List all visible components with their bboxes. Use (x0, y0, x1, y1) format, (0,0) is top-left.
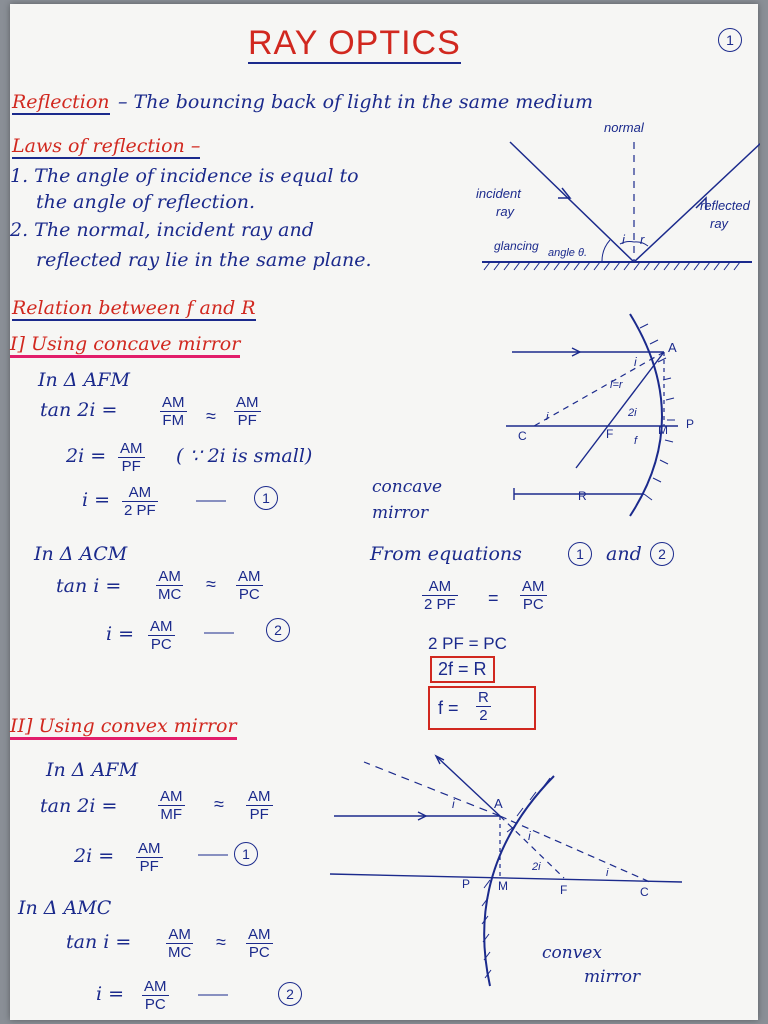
frac-den: MC (168, 944, 192, 961)
angle-i-label: i (634, 355, 637, 369)
glancing-label: glancing (494, 239, 539, 253)
point-r-label: R (578, 489, 587, 503)
point-m-label: M (658, 423, 668, 437)
equation-number-2-convex: 2 (278, 982, 302, 1006)
reflection-definition: – The bouncing back of light in the same medium (118, 91, 594, 113)
frac-num: AM (150, 618, 173, 635)
frac-am-pc-result (520, 578, 547, 613)
page-number: 1 (718, 28, 742, 52)
convex-tani-lhs: tan i = (66, 931, 132, 953)
equation-number-1-convex: 1 (234, 842, 258, 866)
law2-line1: 2. The normal, incident ray and (10, 219, 314, 241)
frac-num: AM (166, 926, 193, 944)
equation-number-2: 2 (266, 618, 290, 642)
frac-den: PC (248, 944, 270, 961)
frac-num: AM (248, 926, 271, 943)
frac-am-fm (160, 394, 187, 429)
frac-am-pc-convex-2 (142, 978, 169, 1013)
frac-am-mf (158, 788, 185, 823)
equation-ref-2: 2 (650, 542, 674, 566)
concave-triangle1: In Δ AFM (38, 369, 130, 391)
point-c-label: C (518, 429, 527, 443)
concave-eq-2i: 2i = (66, 445, 107, 467)
frac-num: AM (238, 568, 261, 585)
concave-tan2i-lhs: tan 2i = (40, 399, 118, 421)
angle-i-reflected-label: i (528, 829, 531, 843)
frac-den: PC (238, 586, 260, 603)
reflection-term: Reflection (12, 91, 110, 113)
frac-am-mc-convex (166, 926, 193, 961)
frac-den: PF (121, 458, 141, 475)
frac-den: PF (237, 412, 257, 429)
frac-am-pf (234, 394, 261, 429)
i-equals-r-label: i=r (610, 379, 623, 391)
frac-den: 2 PF (124, 502, 156, 519)
dash: —— (196, 492, 226, 509)
focal-length-label: f (634, 435, 638, 447)
result-2f-equals-r: 2f = R (430, 656, 495, 683)
point-p-label: P (462, 877, 471, 891)
approx-sign: ≈ (216, 932, 226, 952)
point-f-label: F (560, 883, 568, 897)
small-angle-note: ( ∵ 2i is small) (176, 445, 313, 467)
frac-num: AM (144, 978, 167, 995)
angle-r-label: r (640, 232, 645, 247)
angle-2i-label: 2i (532, 861, 541, 873)
frac-den: PC (144, 996, 166, 1013)
equation-ref-1: 1 (568, 542, 592, 566)
law1-line1: 1. The angle of incidence is equal to (10, 165, 359, 187)
from-equations-text: From equations (370, 543, 522, 565)
page-title (248, 24, 461, 63)
frac-am-pf-2 (118, 440, 145, 475)
and-text: and (606, 543, 642, 565)
notes-page (10, 4, 758, 1020)
convex-eq-i: i = (96, 983, 125, 1005)
concave-eq-i-2: i = (106, 623, 135, 645)
angle-theta-label: angle θ. (548, 247, 587, 259)
f-equals: f = (438, 698, 459, 718)
concave-tani-lhs: tan i = (56, 575, 122, 597)
concave-mirror-label-2: mirror (372, 503, 429, 523)
frac-num: AM (248, 788, 271, 805)
reflected-label-1: reflected (700, 198, 750, 213)
angle-i-c-label: i (546, 411, 549, 423)
frac-num: AM (120, 440, 143, 457)
concave-heading: I] Using concave mirror (10, 334, 240, 358)
concave-triangle2: In Δ ACM (34, 543, 128, 565)
frac-am-pc-convex (246, 926, 273, 961)
frac-den: PF (139, 858, 159, 875)
page-title-text: RAY OPTICS (248, 24, 461, 62)
frac-den: 2 PF (424, 596, 456, 613)
frac-num: AM (236, 394, 259, 411)
frac-am-pc-2 (148, 618, 175, 653)
incident-label-2: ray (496, 204, 515, 219)
dash: —— (198, 986, 228, 1003)
convex-mirror-label-2: mirror (584, 967, 641, 987)
frac-den: 2 (479, 707, 488, 724)
approx-sign: ≈ (206, 574, 216, 594)
angle-i-incident-label: i (452, 797, 455, 811)
frac-num: AM (422, 578, 458, 596)
convex-heading: II] Using convex mirror (10, 716, 237, 740)
convex-mirror-label-1: convex (542, 943, 602, 963)
convex-triangle1: In Δ AFM (46, 759, 138, 781)
result-f-equals-r-over-2 (428, 686, 536, 730)
frac-am-pc (236, 568, 263, 603)
frac-num: AM (522, 578, 545, 595)
point-a-label: A (668, 340, 677, 355)
frac-am-mc (156, 568, 183, 603)
point-p-label: P (686, 417, 695, 431)
frac-num: AM (160, 788, 183, 805)
angle-2i-label: 2i (628, 407, 637, 419)
point-m-label: M (498, 879, 508, 893)
frac-den: PC (522, 596, 544, 613)
concave-eq-i: i = (82, 489, 111, 511)
angle-i-label: i (622, 232, 625, 247)
frac-num: AM (162, 394, 185, 411)
frac-am-pf-convex-2 (136, 840, 163, 875)
point-a-label: A (494, 796, 503, 811)
frac-num: AM (156, 568, 183, 586)
normal-label: normal (604, 120, 644, 135)
law2-line2: reflected ray lie in the same plane. (36, 249, 372, 271)
relation-heading: Relation between f and R (12, 297, 256, 319)
equals-sign: = (488, 588, 499, 608)
approx-sign: ≈ (214, 794, 224, 814)
convex-mirror-diagram (314, 750, 694, 994)
dash: —— (198, 846, 228, 863)
frac-den: MC (158, 586, 182, 603)
reflected-label-2: ray (710, 216, 729, 231)
frac-num: R (478, 689, 489, 706)
frac-den: PF (249, 806, 269, 823)
frac-num: AM (138, 840, 161, 857)
frac-am-2pf (122, 484, 158, 519)
dash: —— (204, 624, 234, 641)
frac-num: AM (122, 484, 158, 502)
concave-mirror-label-1: concave (372, 477, 443, 497)
equation-number-1: 1 (254, 486, 278, 510)
convex-triangle2: In Δ AMC (18, 897, 112, 919)
frac-r-2 (476, 689, 491, 724)
frac-den: FM (162, 412, 185, 429)
angle-i-c-label: i (606, 867, 609, 879)
frac-den: PC (150, 636, 172, 653)
reflection-diagram (470, 112, 760, 272)
concave-mirror-diagram (494, 308, 734, 524)
incident-label-1: incident (476, 186, 521, 201)
frac-den: MF (160, 806, 183, 823)
laws-heading: Laws of reflection – (12, 135, 201, 157)
convex-tan2i-lhs: tan 2i = (40, 795, 118, 817)
frac-am-pf-convex (246, 788, 273, 823)
approx-sign: ≈ (206, 406, 216, 426)
law1-line2: the angle of reflection. (36, 191, 256, 213)
twopf-equals-pc: 2 PF = PC (428, 634, 507, 653)
point-c-label: C (640, 885, 649, 899)
frac-am-2pf-result (422, 578, 458, 613)
point-f-label: F (606, 427, 614, 441)
convex-eq-2i: 2i = (74, 845, 115, 867)
